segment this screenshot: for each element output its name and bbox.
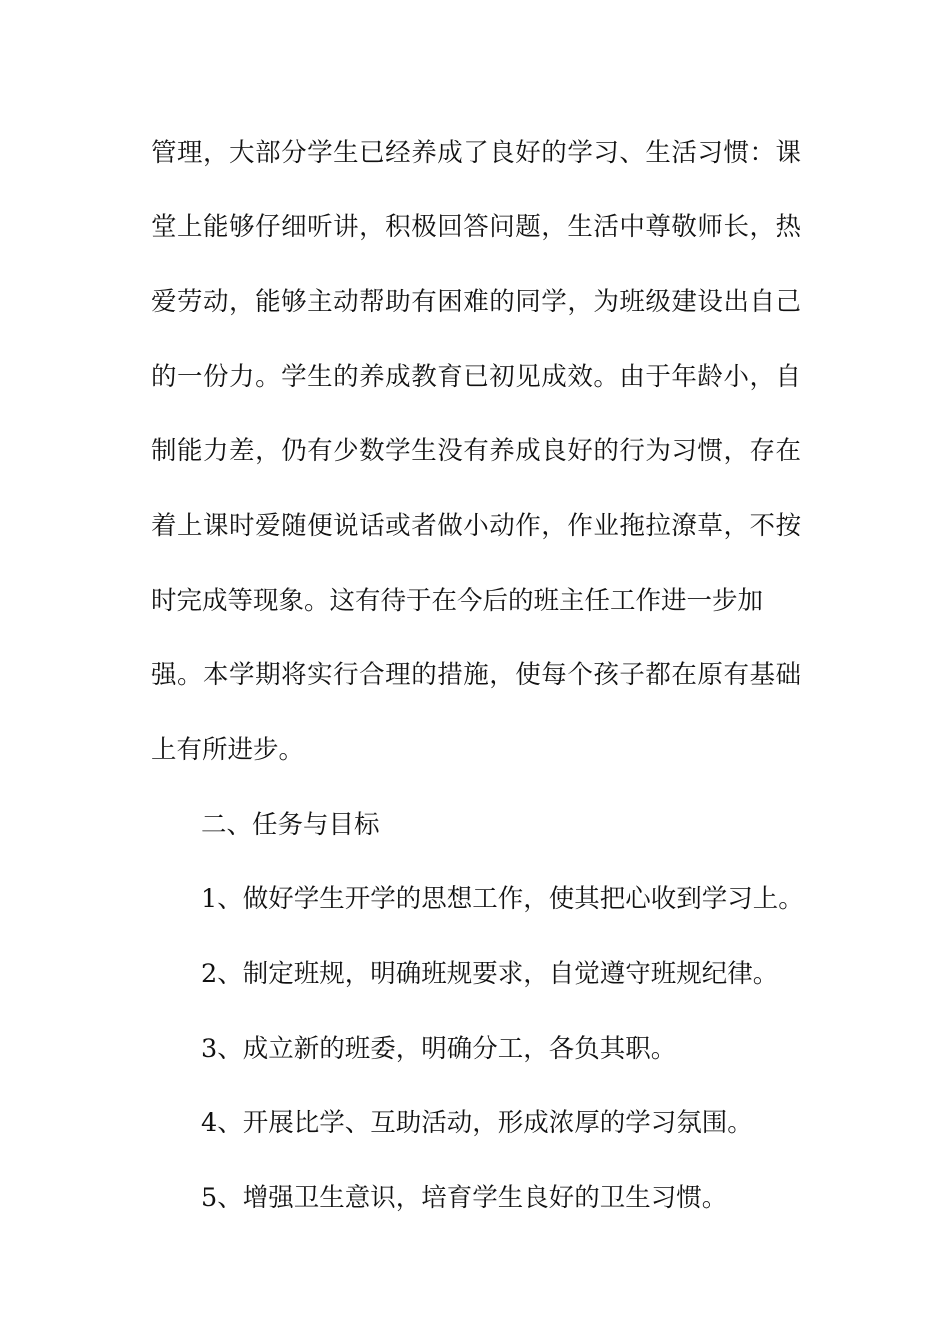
goal-item-1: 1、做好学生开学的思想工作，使其把心收到学习上。 <box>201 884 804 914</box>
body-line: 爱劳动，能够主动帮助有困难的同学，为班级建设出自己 <box>151 287 801 317</box>
goal-item-5: 5、增强卫生意识，培育学生良好的卫生习惯。 <box>201 1183 728 1213</box>
body-line: 堂上能够仔细听讲，积极回答问题，生活中尊敬师长，热 <box>151 212 801 242</box>
body-line: 强。本学期将实行合理的措施，使每个孩子都在原有基础 <box>151 660 801 690</box>
body-line: 管理，大部分学生已经养成了良好的学习、生活习惯：课 <box>151 138 801 168</box>
goal-item-2: 2、制定班规，明确班规要求，自觉遵守班规纪律。 <box>201 959 779 989</box>
goal-item-3: 3、成立新的班委，明确分工，各负其职。 <box>201 1034 677 1064</box>
section-heading: 二、任务与目标 <box>201 810 380 840</box>
body-line: 制能力差，仍有少数学生没有养成良好的行为习惯，存在 <box>151 436 801 466</box>
body-line: 的一份力。学生的养成教育已初见成效。由于年龄小，自 <box>151 362 801 392</box>
body-line: 着上课时爱随便说话或者做小动作，作业拖拉潦草，不按 <box>151 511 801 541</box>
goal-item-4: 4、开展比学、互助活动，形成浓厚的学习氛围。 <box>201 1108 753 1138</box>
body-line: 时完成等现象。这有待于在今后的班主任工作进一步加 <box>151 586 764 616</box>
body-line-last: 上有所进步。 <box>151 735 305 765</box>
